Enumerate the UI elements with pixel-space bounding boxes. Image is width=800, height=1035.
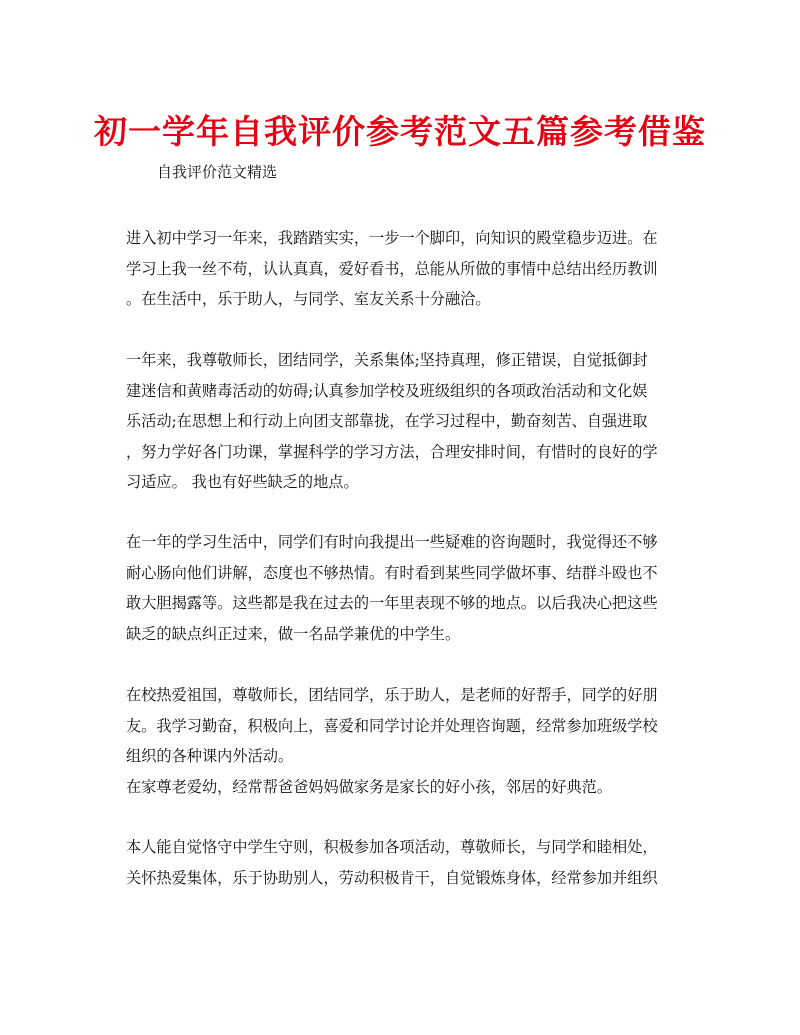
paragraph-line: 在一年的学习生活中，同学们有时向我提出一些疑难的咨询题时，我觉得还不够 <box>126 533 658 551</box>
paragraph-line: 在家尊老爱幼，经常帮爸爸妈妈做家务是家长的好小孩，邻居的好典范。 <box>126 777 612 796</box>
paragraph-4 <box>126 680 674 802</box>
paragraph-3 <box>126 527 674 649</box>
paragraph-line: 敢大胆揭露等。这些都是我在过去的一年里表现不够的地点。以后我决心把这些 <box>126 594 658 612</box>
paragraph-line: 在校热爱祖国，尊敬师长，团结同学，乐于助人，是老师的好帮手，同学的好朋 <box>126 686 658 704</box>
paragraph-line: 关怀热爱集体，乐于协助别人，劳动积极肯干，自觉锻炼身体，经常参加并组织 <box>126 868 658 887</box>
paragraph-line: 友。我学习勤奋，积极向上，喜爱和同学讨论并处理咨询题，经常参加班级学校 <box>126 716 658 735</box>
paragraph-line: 一年来，我尊敬师长，团结同学，关系集体;坚持真理，修正错误，自觉抵御封 <box>126 351 648 369</box>
paragraph-5 <box>126 832 674 893</box>
paragraph-line: 本人能自觉恪守中学生守则，积极参加各项活动，尊敬师长，与同学和睦相处， <box>126 838 658 856</box>
document-title: 初一学年自我评价参考范文五篇参考借鉴 <box>94 112 706 151</box>
paragraph-line: 。在生活中，乐于助人，与同学、室友关系十分融洽。 <box>126 290 491 308</box>
paragraph-line: 习适应。 我也有好些缺乏的地点。 <box>126 473 359 491</box>
paragraph-line: 进入初中学习一年来，我踏踏实实，一步一个脚印，向知识的殿堂稳步迈进。在 <box>126 229 658 247</box>
paragraph-1 <box>126 223 674 315</box>
paragraph-line: 缺乏的缺点纠正过来，做一名品学兼优的中学生。 <box>126 624 461 643</box>
paragraph-line: 乐活动;在思想上和行动上向团支部靠拢，在学习过程中，勤奋刻苦、自强进取 <box>126 412 648 430</box>
paragraph-line: 学习上我一丝不苟，认认真真，爱好看书，总能从所做的事情中总结出经历教训 <box>126 259 658 278</box>
paragraph-2 <box>126 345 674 498</box>
paragraph-line: 耐心肠向他们讲解，态度也不够热情。有时看到某些同学做坏事、结群斗殴也不 <box>126 563 658 582</box>
paragraph-line: 组织的各种课内外活动。 <box>126 747 294 765</box>
paragraph-line: ，努力学好各门功课，掌握科学的学习方法，合理安排时间，有惜时的良好的学 <box>126 442 658 461</box>
document-subtitle: 自我评价范文精选 <box>157 163 278 181</box>
paragraph-line: 建迷信和黄赌毒活动的妨碍;认真参加学校及班级组织的各项政治活动和文化娱 <box>126 381 648 400</box>
